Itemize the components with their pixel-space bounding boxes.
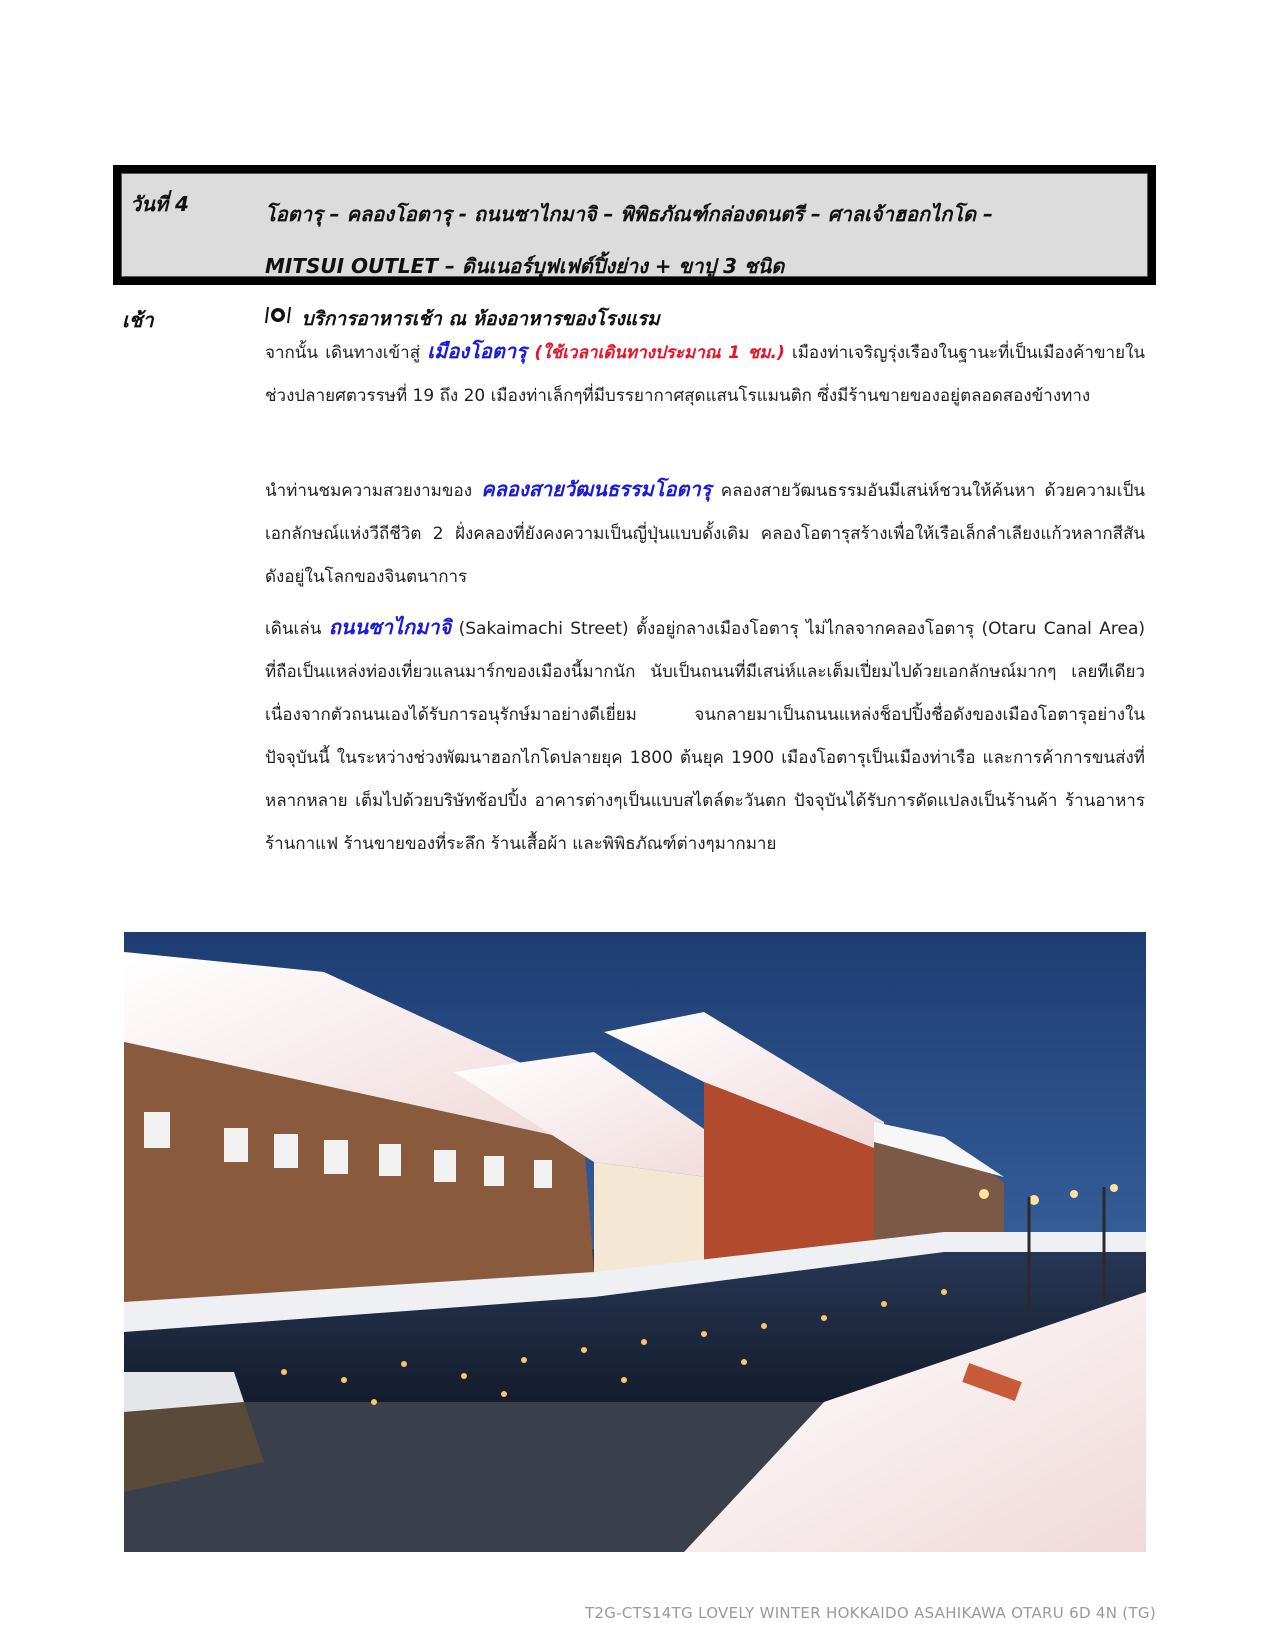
canal-highlight: คลองสายวัฒนธรรมโอตารุ [481,477,712,501]
otaru-text-before: จากนั้น เดินทางเข้าสู่ [265,343,428,363]
canal-text-after: คลองสายวัฒนธรรมอันมีเสน่ห์ชวนให้ค้นหา ด้วยความเป็นเอกลักษณ์แห่งวีถีชีวิต 2 ฝั่งคลองที่ยังคงความเป็นญี่ปุ่นแบบดั้งเดิม คลองโอตารุสร้างเพื่อให้เรือเล็กลำเลียงแก้วหลากสีสันดังอยู่ในโลกของจินตนาการ [265,481,1145,587]
otaru-duration: (ใช้เวลาเดินทางประมาณ 1 ชม.) [526,343,785,363]
otaru-canal-photo [124,932,1146,1552]
sakaimachi-highlight: ถนนซาไกมาจิ [328,615,452,639]
otaru-highlight: เมืองโอตารุ [427,339,527,363]
dining-plate-icon [265,305,291,330]
otaru-paragraph [265,330,1145,418]
day-header-panel [121,173,1148,277]
breakfast-text: บริการอาหารเช้า ณ ห้องอาหารของโรงแรม [301,308,660,330]
canal-paragraph [265,468,1145,599]
morning-label: เช้า [122,308,154,332]
footer-tour-code: T2G-CTS14TG LOVELY WINTER HOKKAIDO ASAHIKAWA OTARU 6D 4N (TG) [584,1604,1156,1622]
sakaimachi-text-before: เดินเล่น [265,619,329,639]
sakaimachi-paragraph [265,606,1145,866]
day-title [265,188,1145,292]
sakaimachi-text-after: (Sakaimachi Street) ตั้งอยู่กลางเมืองโอตารุ ไม่ไกลจากคลองโอตารุ (Otaru Canal Area) ที่ถือเป็นแหล่งท่องเที่ยวแลนมาร์กของเมืองนี้มากนัก นับเป็นถนนที่มีเสน่ห์และเต็มเปี่ยมไปด้วยเอกลักษณ์มากๆ เลยทีเดียว เนื่องจากตัวถนนเองได้รับการอนุรักษ์มาอย่างดีเยี่ยม จนกลายมาเป็นถนนแหล่งช็อปปิ้งชื่อดังของเมืองโอตารุอย่างในปัจจุบันนี้ ในระหว่างช่วงพัฒนาฮอกไกโดปลายยุค 1800 ต้นยุค 1900 เมืองโอตารุเป็นเมืองท่าเรือ และการค้าการขนส่งที่หลากหลาย เต็มไปด้วยบริษัทช้อปปิ้ง อาคารต่างๆเป็นแบบสไตล์ตะวันตก ปัจจุบันได้รับการดัดแปลงเป็นร้านค้า ร้านอาหาร ร้านกาแฟ ร้านขายของที่ระลึก ร้านเสื้อผ้า และพิพิธภัณฑ์ต่างๆมากมาย [265,619,1146,854]
day-title-line-2: MITSUI OUTLET – ดินเนอร์บุฟเฟต์ปิ้งย่าง + ขาปู 3 ชนิด [265,254,785,278]
day-title-line-1: โอตารุ – คลองโอตารุ - ถนนซาไกมาจิ – พิพิธภัณฑ์กล่องดนตรี – ศาลเจ้าฮอกไกโด – [265,202,994,226]
day-header-box [113,165,1156,285]
day-number: วันที่ 4 [130,192,189,216]
canal-text-before: นำท่านชมความสวยงามของ [265,481,482,501]
otaru-text-after: เมืองท่าเจริญรุ่งเรืองในฐานะที่เป็นเมืองค้าขายในช่วงปลายศตวรรษที่ 19 ถึง 20 เมืองท่าเล็กๆที่มีบรรยากาศสุดแสนโรแมนติก ซึ่งมีร้านขายของอยู่ตลอดสองข้างทาง [265,343,1145,406]
